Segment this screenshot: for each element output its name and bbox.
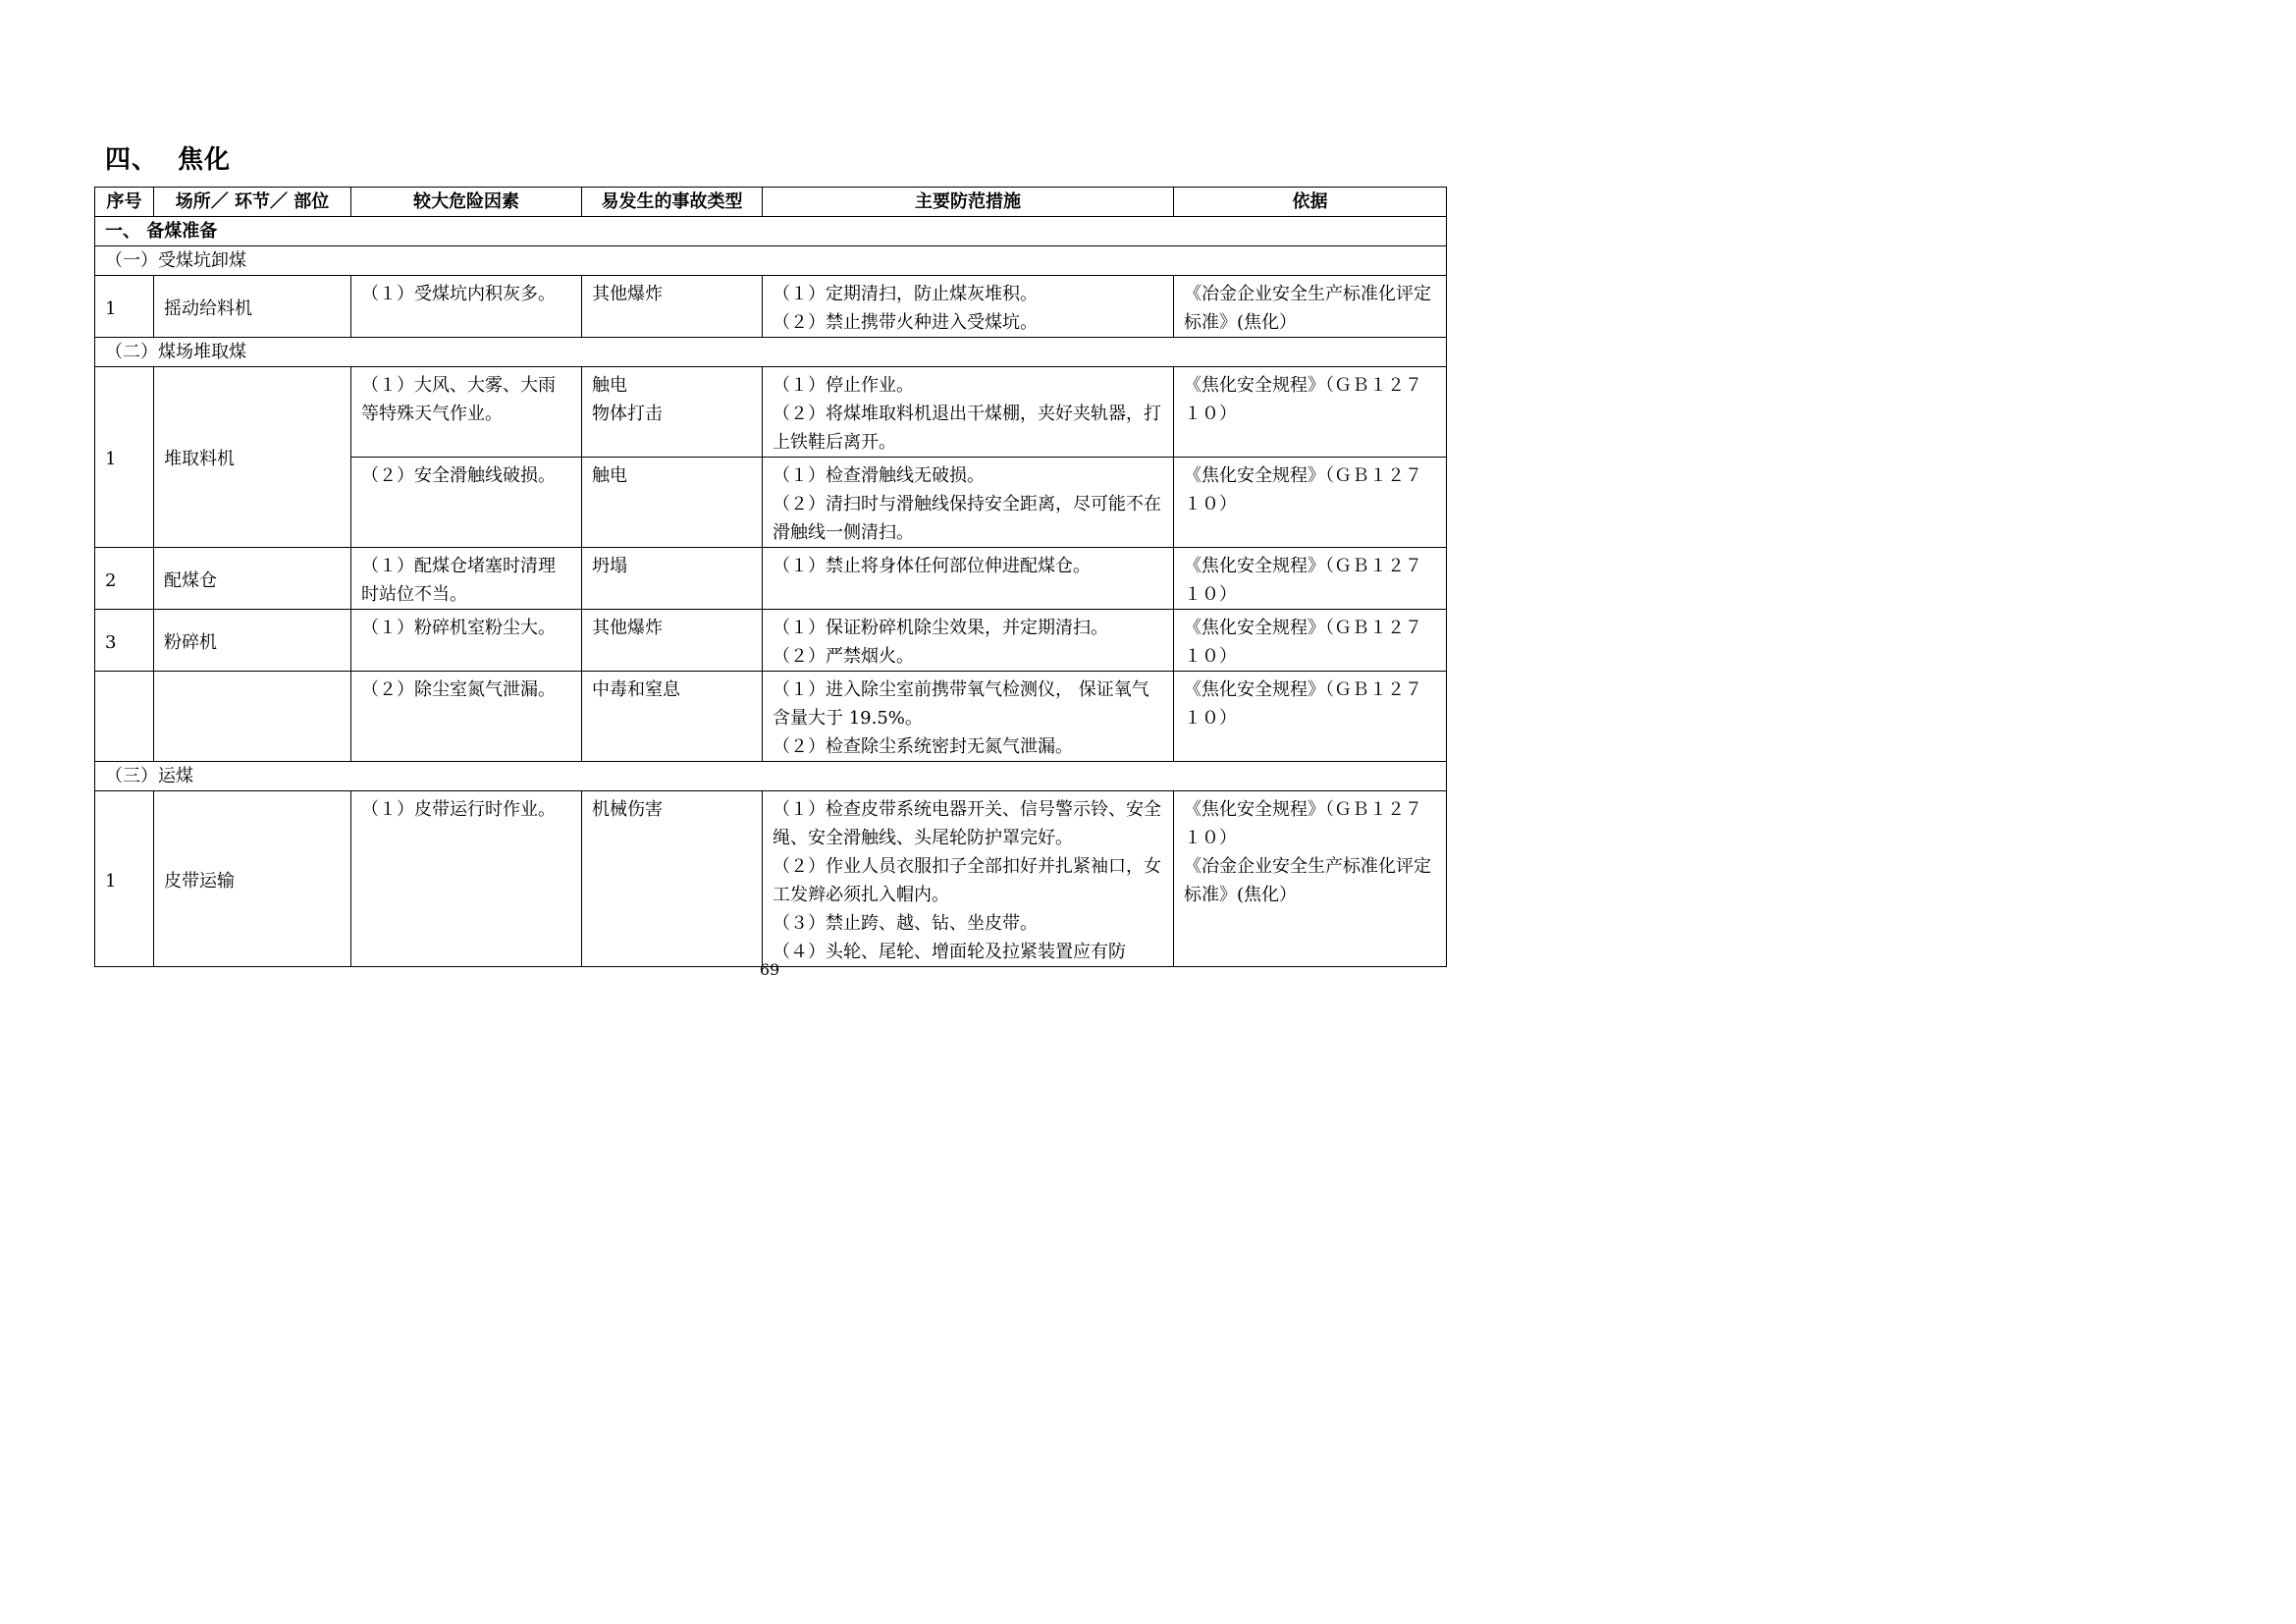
row-basis: 《焦化安全规程》（ＧＢ１２７１０） <box>1174 548 1447 610</box>
measure-item: （２）禁止携带火种进入受煤坑。 <box>773 312 1038 333</box>
measure-item: （４）头轮、尾轮、增面轮及拉紧装置应有防 <box>773 942 1126 962</box>
row-number: 2 <box>95 548 154 610</box>
row-number: 1 <box>95 791 154 967</box>
table-row <box>95 548 1447 610</box>
table-row <box>95 791 1447 967</box>
row-measures <box>763 367 1174 458</box>
row-measures <box>763 610 1174 672</box>
row-basis: 《焦化安全规程》（ＧＢ１２７１０） <box>1174 367 1447 458</box>
measure-item: （１）禁止将身体任何部位伸进配煤仓。 <box>773 556 1091 576</box>
row-hazard: （１）配煤仓堵塞时清理时站位不当。 <box>351 548 582 610</box>
measure-item: （１）定期清扫，防止煤灰堆积。 <box>773 284 1038 304</box>
col-header-measures: 主要防范措施 <box>763 188 1174 217</box>
row-hazard: （１）受煤坑内积灰多。 <box>351 276 582 338</box>
row-place <box>154 672 351 762</box>
measure-item: （２）作业人员衣服扣子全部扣好并扎紧袖口，女工发辫必须扎入帽内。 <box>773 856 1161 905</box>
row-number: 3 <box>95 610 154 672</box>
measure-item: （１）检查皮带系统电器开关、信号警示铃、安全绳、安全滑触线、头尾轮防护罩完好。 <box>773 799 1161 848</box>
table-row <box>95 367 1447 458</box>
measure-item: （１）保证粉碎机除尘效果，并定期清扫。 <box>773 618 1108 638</box>
row-accident: 中毒和窒息 <box>582 672 763 762</box>
col-header-no: 序号 <box>95 188 154 217</box>
accident-item: 物体打击 <box>592 404 663 424</box>
row-measures <box>763 791 1174 967</box>
row-basis: 《焦化安全规程》（ＧＢ１２７１０） <box>1174 458 1447 548</box>
row-place: 配煤仓 <box>154 548 351 610</box>
row-number <box>95 672 154 762</box>
section-title: 一、 备煤准备 <box>95 217 1447 246</box>
row-place: 摇动给料机 <box>154 276 351 338</box>
row-measures <box>763 672 1174 762</box>
accident-item: 触电 <box>592 375 627 396</box>
subsection-row <box>95 762 1447 791</box>
col-header-place: 场所／ 环节／ 部位 <box>154 188 351 217</box>
row-place: 皮带运输 <box>154 791 351 967</box>
table-row <box>95 610 1447 672</box>
row-measures <box>763 276 1174 338</box>
row-accident: 触电 <box>582 458 763 548</box>
hazard-table <box>94 187 1447 967</box>
measure-item: （２）严禁烟火。 <box>773 646 914 667</box>
basis-item: 《冶金企业安全生产标准化评定标准》(焦化） <box>1184 856 1431 905</box>
table-row <box>95 672 1447 762</box>
measure-item: （２）将煤堆取料机退出干煤棚，夹好夹轨器，打上铁鞋后离开。 <box>773 404 1161 453</box>
page-heading <box>105 139 231 176</box>
table-row <box>95 276 1447 338</box>
section-row <box>95 217 1447 246</box>
basis-item: 《焦化安全规程》（ＧＢ１２７１０） <box>1184 799 1422 848</box>
subsection-title: （一）受煤坑卸煤 <box>95 246 1447 276</box>
row-accident <box>582 367 763 458</box>
subsection-row <box>95 246 1447 276</box>
col-header-accident: 易发生的事故类型 <box>582 188 763 217</box>
heading-number: 四、 <box>105 145 159 175</box>
subsection-row <box>95 338 1447 367</box>
row-basis: 《冶金企业安全生产标准化评定标准》(焦化） <box>1174 276 1447 338</box>
row-accident: 坍塌 <box>582 548 763 610</box>
row-accident: 其他爆炸 <box>582 276 763 338</box>
measure-item: （１）进入除尘室前携带氧气检测仪， 保证氧气含量大于 19.5%。 <box>773 679 1149 729</box>
row-place: 粉碎机 <box>154 610 351 672</box>
row-number: 1 <box>95 367 154 548</box>
row-hazard: （１）大风、大雾、大雨等特殊天气作业。 <box>351 367 582 458</box>
measure-item: （１）检查滑触线无破损。 <box>773 465 985 486</box>
measure-item: （２）清扫时与滑触线保持安全距离，尽可能不在滑触线一侧清扫。 <box>773 494 1161 543</box>
page-number: 69 <box>759 960 780 979</box>
row-accident: 机械伤害 <box>582 791 763 967</box>
subsection-title: （二）煤场堆取煤 <box>95 338 1447 367</box>
row-measures <box>763 458 1174 548</box>
row-basis <box>1174 791 1447 967</box>
row-basis: 《焦化安全规程》（ＧＢ１２７１０） <box>1174 672 1447 762</box>
heading-title: 焦化 <box>178 145 232 175</box>
row-hazard: （２）安全滑触线破损。 <box>351 458 582 548</box>
row-hazard: （１）皮带运行时作业。 <box>351 791 582 967</box>
col-header-basis: 依据 <box>1174 188 1447 217</box>
table-header-row <box>95 188 1447 217</box>
row-hazard: （１）粉碎机室粉尘大。 <box>351 610 582 672</box>
row-place: 堆取料机 <box>154 367 351 548</box>
measure-item: （１）停止作业。 <box>773 375 914 396</box>
row-accident: 其他爆炸 <box>582 610 763 672</box>
measure-item: （３）禁止跨、越、钻、坐皮带。 <box>773 913 1038 934</box>
row-basis: 《焦化安全规程》（ＧＢ１２７１０） <box>1174 610 1447 672</box>
row-measures <box>763 548 1174 610</box>
measure-item: （２）检查除尘系统密封无氮气泄漏。 <box>773 736 1073 757</box>
col-header-hazard: 较大危险因素 <box>351 188 582 217</box>
row-hazard: （２）除尘室氮气泄漏。 <box>351 672 582 762</box>
subsection-title: （三）运煤 <box>95 762 1447 791</box>
row-number: 1 <box>95 276 154 338</box>
